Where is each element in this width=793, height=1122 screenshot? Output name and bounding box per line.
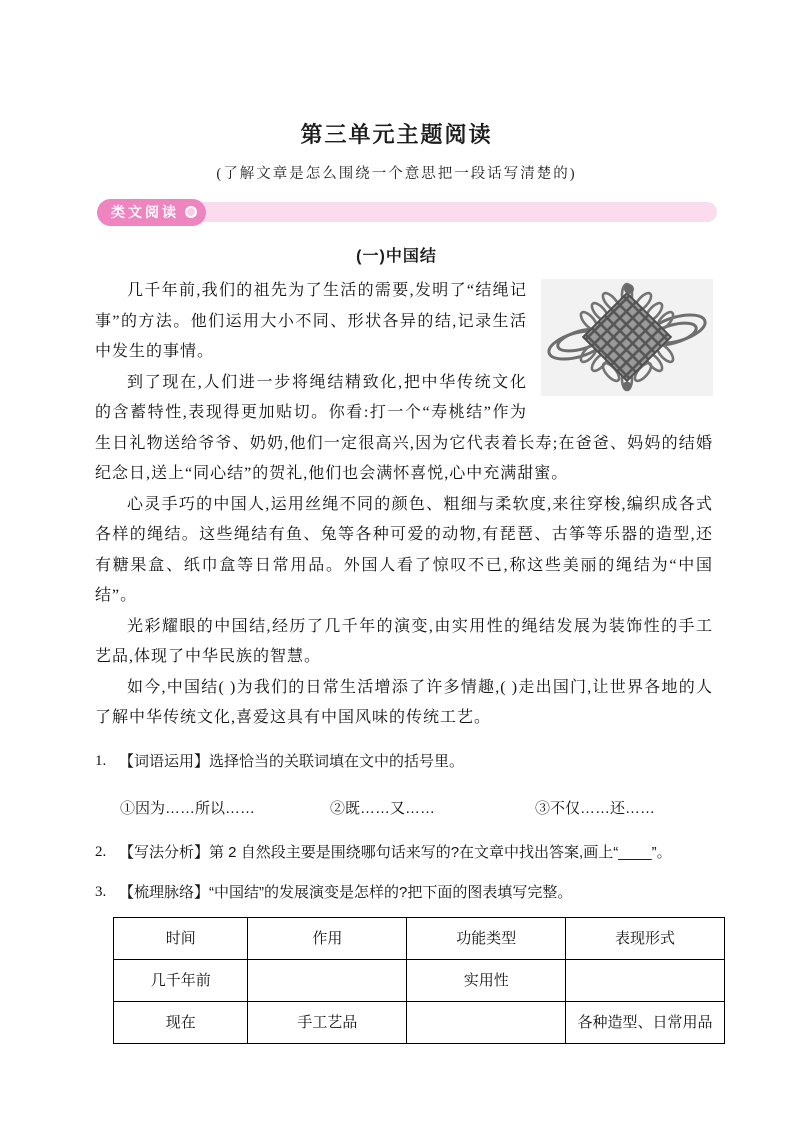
table-cell: 各种造型、日常用品	[566, 1001, 725, 1043]
table-header-use: 作用	[248, 917, 407, 959]
page-subtitle: (了解文章是怎么围绕一个意思把一段话写清楚的)	[216, 166, 577, 182]
question-1	[95, 750, 723, 773]
chinese-knot-image	[541, 279, 713, 396]
question-3-text: 【梳理脉络】“中国结”的发展演变是怎样的?把下面的图表填写完整。	[119, 883, 573, 901]
question-1-options	[95, 797, 723, 820]
section-banner	[97, 198, 717, 226]
article-paragraph-3: 心灵手巧的中国人,运用丝绳不同的颜色、粗细与柔软度,来往穿梭,编织成各式各样的绳结。这些绳结有鱼、兔等各种可爱的动物,有琵琶、古筝等乐器的造型,还有糖果盒、纸巾盒等日常用品。外国人看了惊叹不已,称这些美丽的绳结为“中国结”。	[95, 495, 713, 604]
table-cell-blank	[248, 959, 407, 1001]
page-title: 第三单元主题阅读	[300, 122, 493, 147]
table-cell: 几千年前	[114, 959, 248, 1001]
table-cell: 现在	[114, 1001, 248, 1043]
table-cell-blank	[407, 1001, 566, 1043]
table-row	[114, 959, 725, 1001]
table-row	[114, 1001, 725, 1043]
questions-section	[95, 750, 723, 1044]
question-2	[95, 841, 723, 864]
development-table	[113, 917, 725, 1044]
question-1-number: 1.	[95, 752, 107, 769]
article-heading: (一)中国结	[356, 248, 437, 265]
article-paragraph-1: 几千年前,我们的祖先为了生活的需要,发明了“结绳记事”的方法。他们运用大小不同、形状各异的结,记录生活中发生的事情。	[95, 282, 527, 360]
badge-bar	[192, 202, 717, 222]
question-3	[95, 881, 723, 904]
table-cell: 手工艺品	[248, 1001, 407, 1043]
article-paragraph-4: 光彩耀眼的中国结,经历了几千年的演变,由实用性的绳结发展为装饰性的手工艺品,体现了中华民族的智慧。	[95, 617, 713, 665]
article-body	[95, 276, 713, 734]
table-header-form: 表现形式	[566, 917, 725, 959]
section-badge-label: 类文阅读	[111, 203, 179, 220]
option-2: ②既……又……	[330, 799, 436, 817]
table-header-time: 时间	[114, 917, 248, 959]
section-badge	[97, 199, 206, 226]
option-3: ③不仅……还……	[535, 799, 656, 817]
question-2-text: 【写法分析】第 2 自然段主要是围绕哪句话来写的?在文章中找出答案,画上“____”。	[119, 843, 672, 861]
option-1: ①因为……所以……	[120, 799, 256, 817]
question-2-number: 2.	[95, 843, 107, 860]
question-1-text: 【词语运用】选择恰当的关联词填在文中的括号里。	[119, 752, 465, 770]
article-paragraph-2: 到了现在,人们进一步将绳结精致化,把中华传统文化的含蓄特性,表现得更加贴切。你看:打一个“寿桃结”作为生日礼物送给爷爷、奶奶,他们一定很高兴,因为它代表着长寿;在爸爸、妈妈的结婚纪念日,送上“同心结”的贺礼,他们也会满怀喜悦,心中充满甜蜜。	[95, 373, 713, 482]
table-cell-blank	[566, 959, 725, 1001]
question-3-number: 3.	[95, 883, 107, 900]
article-paragraph-5: 如今,中国结( )为我们的日常生活增添了许多情趣,( )走出国门,让世界各地的人了解中华传统文化,喜爱这具有中国风味的传统工艺。	[95, 678, 713, 726]
table-cell: 实用性	[407, 959, 566, 1001]
table-header-function-type: 功能类型	[407, 917, 566, 959]
table-header-row	[114, 917, 725, 959]
badge-dot-icon	[185, 206, 197, 218]
